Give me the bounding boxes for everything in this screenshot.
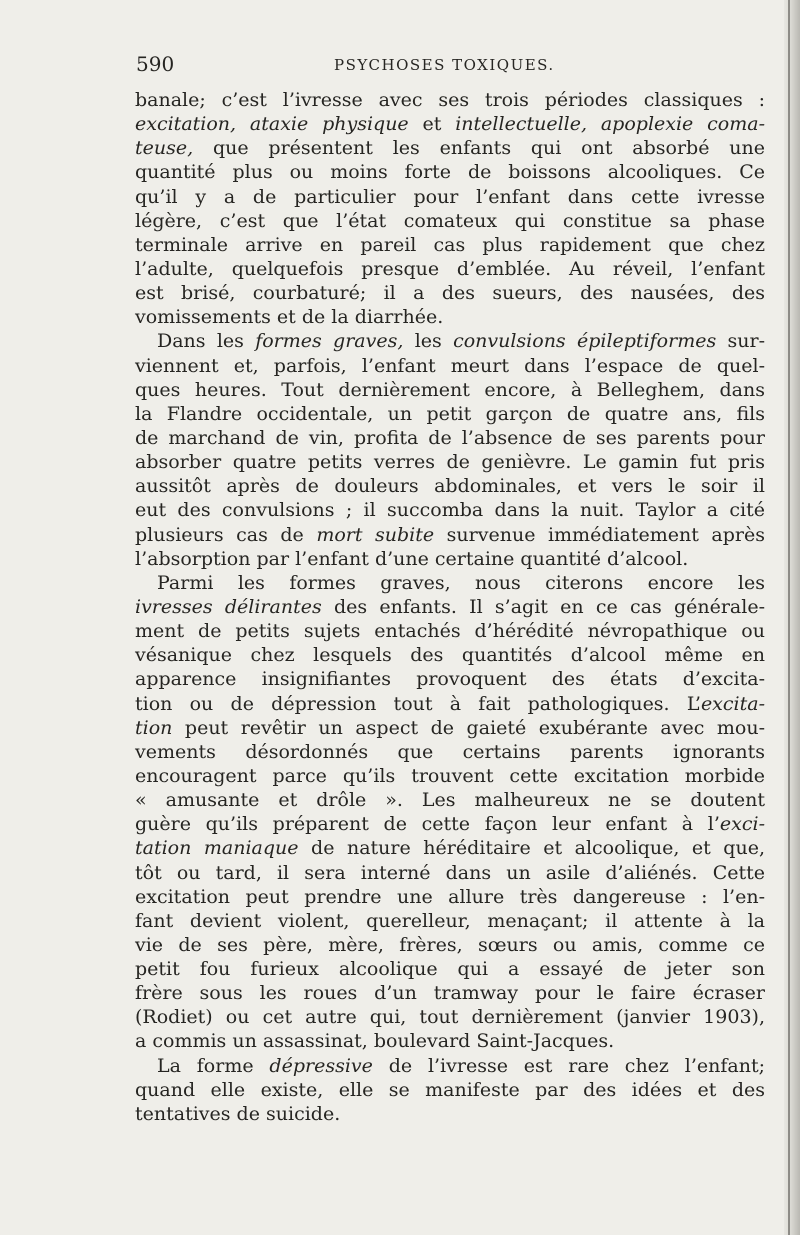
text-line: vie de ses père, mère, frères, sœurs ou amis, comme ce: [135, 933, 765, 956]
text-line: petit fou furieux alcoolique qui a essayé de jeter son: [135, 958, 765, 981]
text-line: aussitôt après de douleurs abdominales, et vers le soir il: [135, 475, 765, 498]
text-line: ment de petits sujets entachés d’hérédité névropathique ou: [135, 620, 765, 643]
text-line: légère, c’est que l’état comateux qui constitue sa phase: [135, 209, 765, 232]
text-line: eut des convulsions ; il succomba dans la nuit. Taylor a cité: [135, 499, 765, 522]
text-line: banale; c’est l’ivresse avec ses trois périodes classiques :: [135, 89, 765, 111]
text-line: tentatives de suicide.: [135, 1102, 341, 1125]
text-line: l’adulte, quelquefois presque d’emblée. Au réveil, l’enfant: [135, 257, 765, 280]
text-line: vésanique chez lesquels des quantités d’alcool même en: [135, 644, 765, 667]
text-line: frère sous les roues d’un tramway pour le faire écraser: [135, 982, 765, 1005]
text-line: terminale arrive en pareil cas plus rapidement que chez: [135, 233, 765, 256]
text-line: de marchand de vin, profita de l’absence de ses parents pour: [135, 426, 765, 449]
text-line: vements désordonnés que certains parents ignorants: [135, 740, 765, 763]
text-line: quand elle existe, elle se manifeste par des idées et des: [135, 1078, 765, 1101]
text-line: Parmi les formes graves, nous citerons encore les: [157, 571, 765, 594]
body-text: [135, 88, 765, 1126]
text-line: qu’il y a de particulier pour l’enfant dans cette ivresse: [135, 185, 765, 208]
text-line: tion peut revêtir un aspect de gaieté exubérante avec mou-: [135, 716, 765, 739]
text-line: est brisé, courbaturé; il a des sueurs, des nausées, des: [135, 282, 765, 305]
text-line: quantité plus ou moins forte de boissons alcooliques. Ce: [135, 161, 765, 184]
text-line: l’absorption par l’enfant d’une certaine quantité d’alcool.: [135, 547, 689, 570]
text-line: fant devient violent, querelleur, menaçant; il attente à la: [135, 909, 765, 932]
text-line: viennent et, parfois, l’enfant meurt dans l’espace de quel-: [135, 354, 765, 377]
text-line: vomissements et de la diarrhée.: [135, 306, 444, 329]
text-line: teuse, que présentent les enfants qui ont absorbé une: [135, 137, 765, 160]
page-edge: [784, 0, 800, 1235]
page-number: 590: [136, 52, 175, 76]
text-line: guère qu’ils préparent de cette façon leur enfant à l’exci-: [135, 813, 765, 836]
running-title: PSYCHOSES TOXIQUES.: [334, 56, 555, 74]
text-line: (Rodiet) ou cet autre qui, tout dernièrement (janvier 1903),: [135, 1006, 765, 1029]
text-line: Dans les formes graves, les convulsions épileptiformes sur-: [157, 330, 765, 353]
text-line: la Flandre occidentale, un petit garçon de quatre ans, fils: [135, 402, 765, 425]
text-line: ivresses délirantes des enfants. Il s’agit en ce cas générale-: [135, 595, 765, 618]
text-line: plusieurs cas de mort subite survenue immédiatement après: [135, 523, 765, 546]
text-line: encouragent parce qu’ils trouvent cette excitation morbide: [135, 764, 765, 787]
text-line: tôt ou tard, il sera interné dans un asile d’aliénés. Cette: [135, 861, 765, 884]
text-line: apparence insignifiantes provoquent des états d’excita-: [135, 668, 765, 691]
text-line: absorber quatre petits verres de genièvre. Le gamin fut pris: [135, 451, 765, 474]
text-line: tion ou de dépression tout à fait pathologiques. L’excita-: [135, 692, 765, 715]
page-header: [136, 50, 764, 78]
text-line: ques heures. Tout dernièrement encore, à Belleghem, dans: [135, 378, 765, 401]
text-line: « amusante et drôle ». Les malheureux ne se doutent: [135, 789, 765, 812]
text-line: excitation, ataxie physique et intellectuelle, apoplexie coma-: [135, 113, 765, 136]
page-edge-line: [788, 0, 790, 1235]
text-line: excitation peut prendre une allure très dangereuse : l’en-: [135, 885, 765, 908]
text-line: a commis un assassinat, boulevard Saint-Jacques.: [135, 1030, 615, 1053]
text-line: tation maniaque de nature héréditaire et alcoolique, et que,: [135, 837, 765, 860]
text-line: La forme dépressive de l’ivresse est rare chez l’enfant;: [157, 1054, 765, 1077]
